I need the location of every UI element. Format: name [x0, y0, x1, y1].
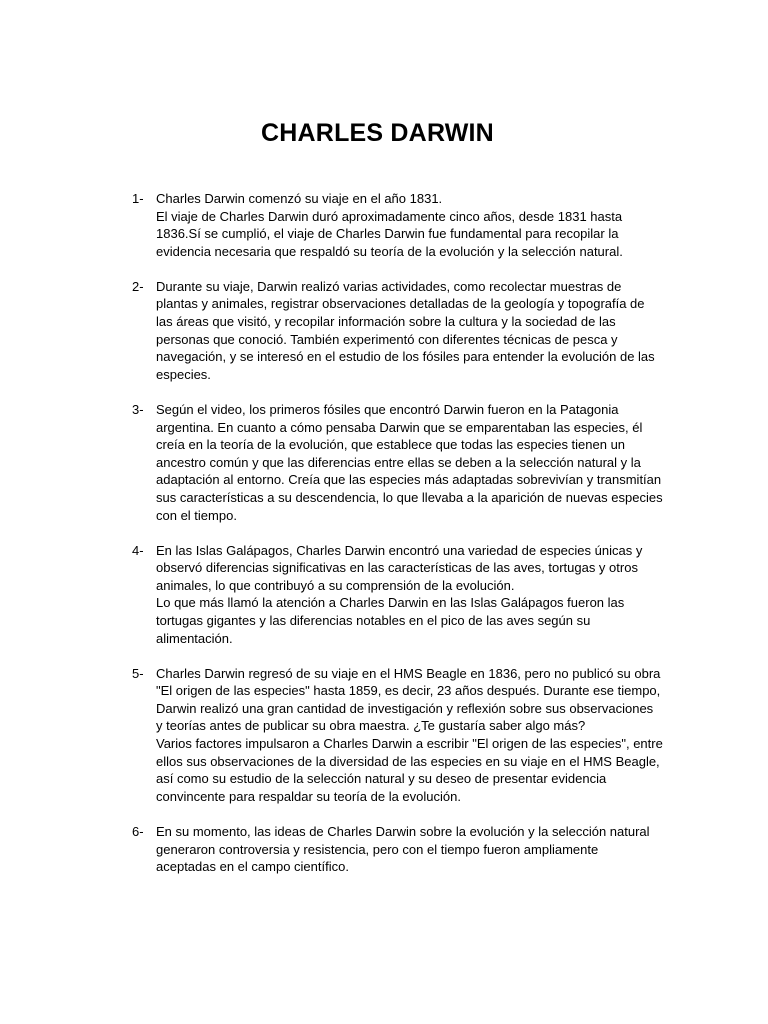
paragraph-line: En su momento, las ideas de Charles Darwin sobre la evolución y la selección natural [156, 823, 650, 839]
list-item-number: 4- [132, 542, 144, 558]
paragraph-line: así como su estudio de la selección natural y su deseo de presentar evidencia [156, 771, 607, 787]
paragraph-line: ancestro común y que las diferencias entre ellas se deben a la selección natural y la [156, 454, 641, 470]
list-item [132, 278, 664, 384]
list-item [132, 823, 664, 876]
paragraph-line: alimentación. [156, 630, 233, 646]
paragraph-line: convincente para respaldar su teoría de la evolución. [156, 788, 461, 804]
list-item-number: 2- [132, 278, 144, 294]
numbered-list [132, 190, 664, 893]
paragraph-line: Lo que más llamó la atención a Charles Darwin en las Islas Galápagos fueron las [156, 595, 625, 611]
list-item [132, 190, 664, 260]
paragraph-line: Charles Darwin regresó de su viaje en el HMS Beagle en 1836, pero no publicó su obra [156, 665, 661, 681]
list-item-number: 3- [132, 401, 144, 417]
paragraph-line: generaron controversia y resistencia, pero con el tiempo fueron ampliamente [156, 841, 599, 857]
paragraph-line: "El origen de las especies" hasta 1859, es decir, 23 años después. Durante ese tiempo, [156, 683, 661, 699]
paragraph-line: 1836.Sí se cumplió, el viaje de Charles Darwin fue fundamental para recopilar la [156, 226, 619, 242]
list-item [132, 542, 664, 648]
list-item-number: 5- [132, 665, 144, 681]
paragraph-line: creía en la teoría de la evolución, que establece que todas las especies tienen un [156, 437, 626, 453]
document-title: CHARLES DARWIN [261, 119, 494, 147]
paragraph-line: navegación, y se interesó en el estudio de los fósiles para entender la evolución de las [156, 349, 655, 365]
paragraph-line: y teorías antes de publicar su obra maestra. ¿Te gustaría saber algo más? [156, 718, 586, 734]
paragraph-line: adaptación al entorno. Creía que las especies más adaptadas sobrevivían y transmitían [156, 472, 662, 488]
paragraph-line: con el tiempo. [156, 507, 237, 523]
paragraph-line: las áreas que visitó, y recopilar información sobre la cultura y la sociedad de las [156, 314, 616, 330]
paragraph-line: observó diferencias significativas en las características de las aves, tortugas y otros [156, 560, 638, 576]
paragraph-line: sus características a su descendencia, lo que llevaba a la aparición de nuevas especies [156, 489, 663, 505]
paragraph-line: Durante su viaje, Darwin realizó varias actividades, como recolectar muestras de [156, 278, 622, 294]
paragraph-line: personas que conoció. También experimentó con diferentes técnicas de pesca y [156, 331, 618, 347]
paragraph-line: El viaje de Charles Darwin duró aproximadamente cinco años, desde 1831 hasta [156, 208, 623, 224]
paragraph-line: En las Islas Galápagos, Charles Darwin encontró una variedad de especies únicas y [156, 542, 643, 558]
paragraph-line: argentina. En cuanto a cómo pensaba Darwin que se emparentaban las especies, él [156, 419, 643, 435]
paragraph-line: plantas y animales, registrar observaciones detalladas de la geología y topografía de [156, 296, 645, 312]
paragraph-line: tortugas gigantes y las diferencias notables en el pico de las aves según su [156, 612, 591, 628]
paragraph-line: aceptadas en el campo científico. [156, 859, 349, 875]
paragraph-line: Según el video, los primeros fósiles que encontró Darwin fueron en la Patagonia [156, 401, 619, 417]
list-item [132, 401, 664, 524]
paragraph-line: Varios factores impulsaron a Charles Darwin a escribir "El origen de las especies", entre [156, 736, 663, 752]
list-item-number: 1- [132, 191, 144, 206]
list-item [132, 665, 664, 806]
paragraph-line: Darwin realizó una gran cantidad de investigación y reflexión sobre sus observaciones [156, 700, 654, 716]
paragraph-line: especies. [156, 366, 211, 382]
paragraph-line: animales, lo que contribuyó a su comprensión de la evolución. [156, 577, 515, 593]
paragraph-line: evidencia necesaria que respaldó su teoría de la evolución y la selección natural. [156, 243, 623, 259]
paragraph-line: ellos sus observaciones de la diversidad de las especies en su viaje en el HMS Beagle, [156, 753, 660, 769]
list-item-number: 6- [132, 823, 144, 839]
paragraph-line: Charles Darwin comenzó su viaje en el año 1831. [156, 191, 443, 206]
